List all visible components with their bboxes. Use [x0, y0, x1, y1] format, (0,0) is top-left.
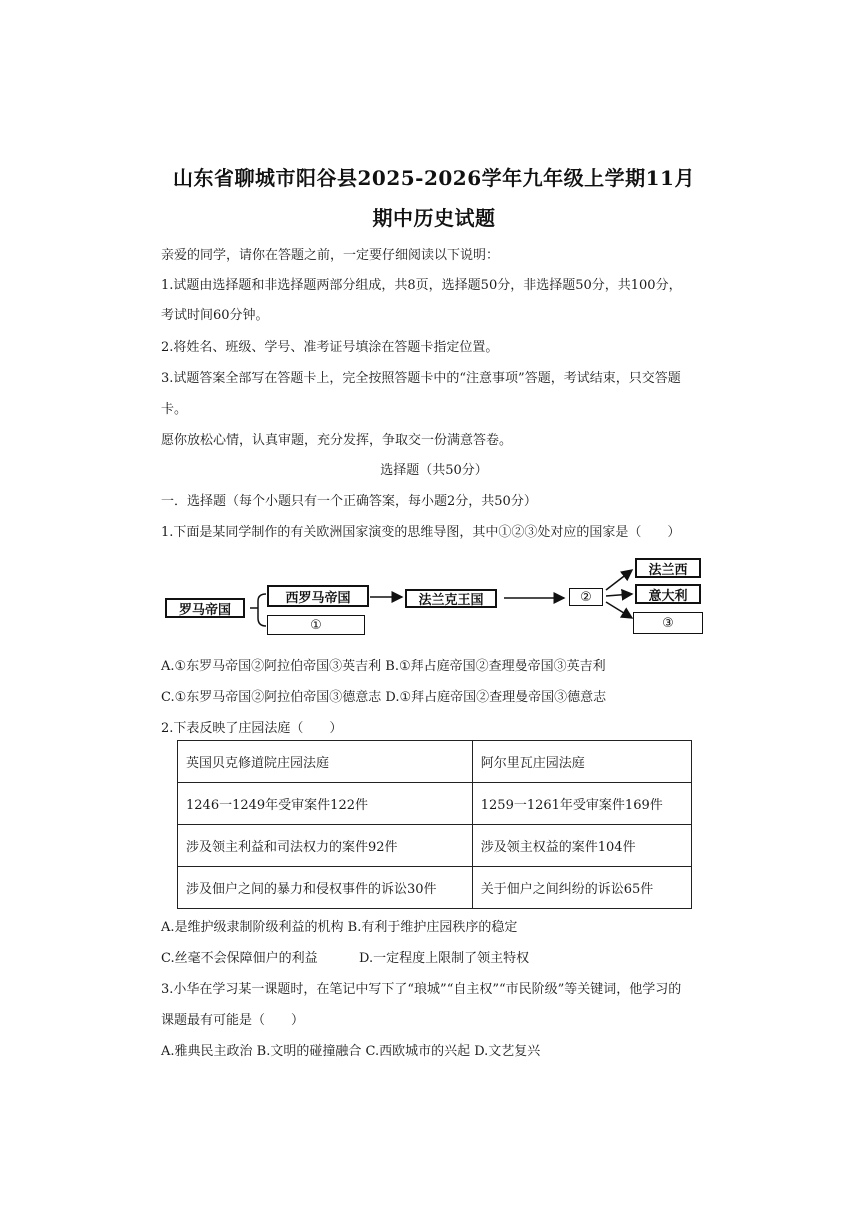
- mindmap-west-rome-node: 西罗马帝国: [267, 585, 369, 607]
- instruction-item-3-cont: 卡。: [161, 402, 188, 417]
- question-2-stem: 2.下表反映了庄园法庭（ ）: [161, 721, 343, 736]
- table-cell: 1246一1249年受审案件122件: [178, 783, 473, 825]
- instruction-item-3: 3.试题答案全部写在答题卡上，完全按照答题卡中的“注意事项”答题，考试结束，只交答题: [161, 371, 681, 386]
- table-row: [178, 867, 692, 909]
- question-2-options-ab: A.是维护级隶制阶级利益的机构 B.有利于维护庄园秩序的稳定: [161, 920, 518, 935]
- table-cell: 阿尔里瓦庄园法庭: [472, 741, 691, 783]
- instruction-item-1-cont: 考试时间60分钟。: [161, 308, 269, 323]
- question-2-option-d: D.一定程度上限制了领主特权: [359, 951, 530, 966]
- table-row: [178, 825, 692, 867]
- mindmap-frankish-node: 法兰克王国: [405, 589, 497, 608]
- mindmap-blank-1-node: ①: [267, 615, 365, 635]
- question-1-options-ab: A.①东罗马帝国②阿拉伯帝国③英吉利 B.①拜占庭帝国②查理曼帝国③英吉利: [161, 659, 606, 674]
- question-3-stem: 3.小华在学习某一课题时，在笔记中写下了“琅城”“自主权”“市民阶级”等关键词，他学习的: [161, 982, 682, 997]
- mindmap-france-node: 法兰西: [635, 558, 701, 578]
- table-cell: 涉及领主权益的案件104件: [472, 825, 691, 867]
- table-cell: 英国贝克修道院庄园法庭: [178, 741, 473, 783]
- manor-court-table: [177, 740, 692, 909]
- table-row: [178, 783, 692, 825]
- part-heading: 一．选择题（每个小题只有一个正确答案，每小题2分，共50分）: [161, 494, 537, 509]
- section-heading: 选择题（共50分）: [380, 463, 488, 478]
- question-3-stem-cont: 课题最有可能是（ ）: [161, 1013, 305, 1028]
- mindmap-root-node: 罗马帝国: [165, 598, 245, 618]
- mindmap-blank-3-node: ③: [633, 612, 703, 634]
- table-row: [178, 741, 692, 783]
- instructions-wish: 愿你放松心情，认真审题，充分发挥，争取交一份满意答卷。: [161, 433, 513, 448]
- question-1-options-cd: C.①东罗马帝国②阿拉伯帝国③德意志 D.①拜占庭帝国②查理曼帝国③德意志: [161, 690, 607, 705]
- table-cell: 关于佃户之间纠纷的诉讼65件: [472, 867, 691, 909]
- exam-title-line2: 期中历史试题: [372, 206, 496, 230]
- mindmap-blank-2-node: ②: [569, 588, 603, 606]
- table-cell: 涉及佃户之间的暴力和侵权事件的诉讼30件: [178, 867, 473, 909]
- instructions-greeting: 亲爱的同学，请你在答题之前，一定要仔细阅读以下说明：: [161, 248, 500, 263]
- question-1-stem: 1.下面是某同学制作的有关欧洲国家演变的思维导图，其中①②③处对应的国家是（ ）: [161, 525, 681, 540]
- instruction-item-1: 1.试题由选择题和非选择题两部分组成，共8页，选择题50分，非选择题50分，共100分，: [161, 278, 682, 293]
- mindmap-italy-node: 意大利: [635, 584, 701, 604]
- instruction-item-2: 2.将姓名、班级、学号、准考证号填涂在答题卡指定位置。: [161, 340, 499, 355]
- table-cell: 涉及领主利益和司法权力的案件92件: [178, 825, 473, 867]
- exam-title-line1: 山东省聊城市阳谷县2025-2026学年九年级上学期11月: [173, 166, 695, 190]
- table-cell: 1259一1261年受审案件169件: [472, 783, 691, 825]
- question-2-option-c: C.丝毫不会保障佃户的利益: [161, 951, 318, 966]
- question-3-options: A.雅典民主政治 B.文明的碰撞融合 C.西欧城市的兴起 D.文艺复兴: [161, 1044, 541, 1059]
